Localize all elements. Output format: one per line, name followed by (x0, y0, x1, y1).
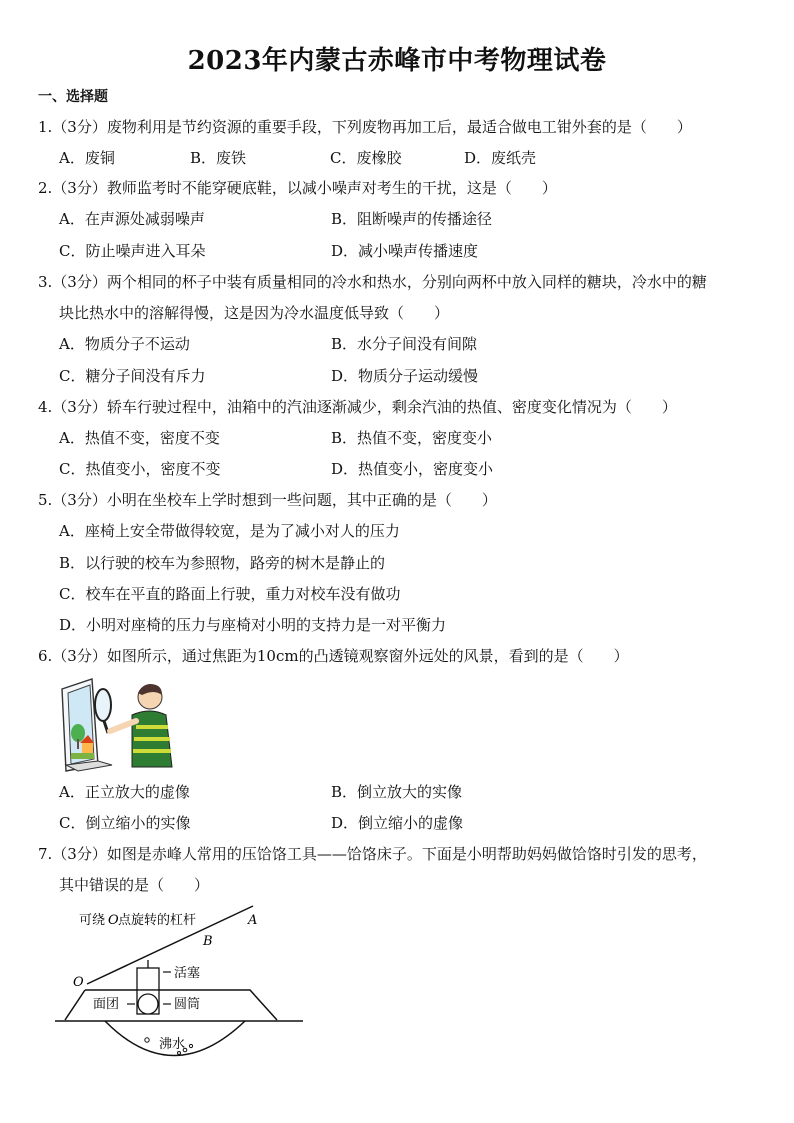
question-3 (38, 267, 760, 329)
option-d: D．小明对座椅的压力与座椅对小明的支持力是一对平衡力 (59, 616, 447, 634)
question-stem: 7.（3分）如图是赤峰人常用的压饸饹工具——饸饹床子。下面是小明帮助妈妈做饸饹时引发的思考， (38, 845, 707, 863)
question-stem: 3.（3分）两个相同的杯子中装有质量相同的冷水和热水，分别向两杯中放入同样的糖块，冷水中的糖 (38, 273, 707, 291)
lens-window-figure (58, 675, 198, 773)
piston (137, 968, 159, 990)
question-stem: 4.（3分）轿车行驶过程中，油箱中的汽油逐渐减少，剩余汽油的热值、密度变化情况为（ ） (38, 398, 677, 416)
dough-ball (138, 994, 158, 1014)
option-b: B．水分子间没有间隙 (331, 335, 478, 353)
option-a: A．废铜 (59, 149, 115, 167)
option-b: B．倒立放大的实像 (331, 783, 463, 801)
question-1 (38, 112, 760, 143)
page-title: 2023年内蒙古赤峰市中考物理试卷 (187, 46, 607, 76)
dough-label: 面团 (93, 997, 120, 1012)
option-d: D．废纸壳 (464, 149, 537, 167)
question-stem: 6.（3分）如图所示，通过焦距为10cm的凸透镜观察窗外远处的风景，看到的是（ ） (38, 647, 629, 665)
question-stem: 2.（3分）教师监考时不能穿硬底鞋，以减小噪声对考生的干扰，这是（ ） (38, 179, 557, 197)
question-7 (38, 839, 760, 901)
option-b: B．热值不变，密度变小 (331, 429, 493, 447)
option-c: C．防止噪声进入耳朵 (59, 242, 206, 260)
point-a-label: A (248, 913, 258, 928)
option-a: A．在声源处减弱噪声 (59, 210, 205, 228)
option-a: A．正立放大的虚像 (59, 783, 190, 801)
question-stem: 5.（3分）小明在坐校车上学时想到一些问题，其中正确的是（ ） (38, 491, 497, 509)
option-a: A．座椅上安全带做得较宽，是为了减小对人的压力 (59, 522, 400, 540)
convex-lens-icon (95, 689, 111, 721)
option-b: B．废铁 (190, 149, 247, 167)
bubble-icon (145, 1038, 149, 1042)
house-icon (82, 743, 93, 753)
option-c: C．废橡胶 (330, 149, 402, 167)
piston-label: 活塞 (174, 966, 201, 981)
option-d: D．热值变小，密度变小 (331, 460, 494, 478)
option-d: D．倒立缩小的虚像 (331, 814, 464, 832)
option-b: B．以行驶的校车为参照物，路旁的树木是静止的 (59, 554, 386, 572)
option-c: C．校车在平直的路面上行驶，重力对校车没有做功 (59, 585, 401, 603)
question-stem-continued: 其中错误的是（ ） (59, 876, 210, 894)
option-b: B．阻断噪声的传播途径 (331, 210, 493, 228)
question-4 (38, 392, 760, 423)
bubble-icon (189, 1044, 192, 1047)
lever-label: 可绕 (79, 913, 106, 928)
option-d: D．减小噪声传播速度 (331, 242, 479, 260)
question-stem-continued: 块比热水中的溶解得慢，这是因为冷水温度低导致（ ） (59, 304, 450, 322)
question-6 (38, 641, 760, 672)
question-stem: 1.（3分）废物利用是节约资源的重要手段，下列废物再加工后，最适合做电工钳外套的是（ ） (38, 118, 692, 136)
cylinder-label: 圆筒 (174, 997, 201, 1012)
question-5 (38, 485, 760, 516)
lever-label-tail: 点旋转的杠杆 (118, 913, 197, 928)
point-b-label: B (203, 934, 213, 949)
section-heading: 一、选择题 (38, 89, 108, 105)
question-2 (38, 173, 760, 204)
pivot-o-label: O (73, 975, 84, 990)
option-c: C．糖分子间没有斥力 (59, 367, 206, 385)
option-a: A．物质分子不运动 (59, 335, 190, 353)
option-c: C．倒立缩小的实像 (59, 814, 191, 832)
option-c: C．热值变小，密度不变 (59, 460, 221, 478)
option-d: D．物质分子运动缓慢 (331, 367, 479, 385)
lever-label-o: O (108, 913, 119, 928)
boiling-water-label: 沸水 (159, 1037, 186, 1052)
option-a: A．热值不变，密度不变 (59, 429, 220, 447)
noodle-press-figure (55, 900, 310, 1065)
